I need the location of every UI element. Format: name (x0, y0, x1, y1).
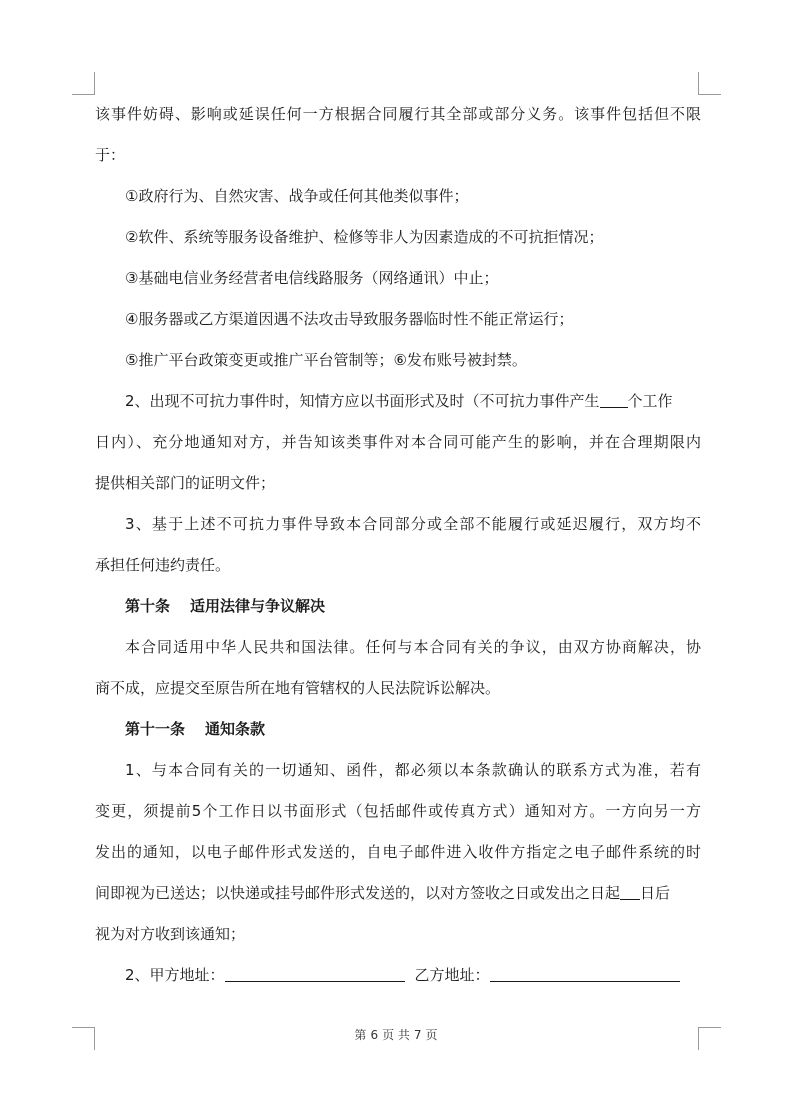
party-b-address-label: 乙方地址： (414, 966, 490, 984)
page-prefix: 第 (354, 1028, 367, 1042)
party-a-address-field (225, 966, 405, 982)
page-footer (0, 1026, 792, 1043)
paragraph-line: 日内）、充分地通知对方，并告知该类事件对本合同可能产生的影响，并在合理期限内 (95, 433, 701, 451)
clause-2-text-end: 个工作 (627, 392, 673, 410)
party-a-address-label: 2、甲方地址： (125, 966, 225, 984)
paragraph-line: 变更，须提前5个工作日以书面形式（包括邮件或传真方式）通知对方。一方向另一方 (95, 802, 701, 820)
clause-2-text: 2、出现不可抗力事件时，知情方应以书面形式及时（不可抗力事件产生 (125, 392, 600, 410)
paragraph-line: 发出的通知，以电子邮件形式发送的，自电子邮件进入收件方指定之电子邮件系统的时 (95, 843, 701, 861)
article-10-heading (95, 586, 701, 627)
crop-mark-top-left (72, 72, 95, 95)
article-11-number: 第十一条 (125, 720, 186, 738)
party-b-address-field (490, 966, 680, 982)
page-middle: 页 共 (382, 1028, 410, 1042)
address-line (95, 955, 701, 996)
force-majeure-item-4: ④服务器或乙方渠道因遇不法攻击导致服务器临时性不能正常运行； (125, 310, 574, 328)
crop-mark-top-right (698, 72, 721, 95)
days-blank-field (620, 884, 640, 900)
article-11-title: 通知条款 (205, 720, 266, 738)
notice-clause-1-line: 1、与本合同有关的一切通知、函件，都必须以本条款确认的联系方式为准，若有 (125, 761, 701, 779)
clause-2-notice-line (95, 381, 701, 422)
clause-3-line: 3、基于上述不可抗力事件导致本合同部分或全部不能履行或延迟履行，双方均不 (125, 515, 701, 533)
paragraph-line: 视为对方收到该通知； (95, 925, 246, 943)
force-majeure-item-5-6: ⑤推广平台政策变更或推广平台管制等；⑥发布账号被封禁。 (125, 351, 527, 369)
delivery-text-end: 日后 (640, 884, 671, 902)
paragraph-line: 商不成，应提交至原告所在地有管辖权的人民法院诉讼解决。 (95, 679, 501, 697)
force-majeure-item-1: ①政府行为、自然灾害、战争或任何其他类似事件； (125, 187, 469, 205)
article-10-line: 本合同适用中华人民共和国法律。任何与本合同有关的争议，由双方协商解决，协 (125, 638, 701, 656)
paragraph-line: 承担任何违约责任。 (95, 556, 231, 574)
article-10-title: 适用法律与争议解决 (190, 597, 326, 615)
article-10-number: 第十条 (125, 597, 171, 615)
article-11-heading (95, 709, 701, 750)
page-suffix: 页 (425, 1028, 438, 1042)
days-blank-field (600, 392, 628, 408)
current-page-number: 6 (370, 1028, 379, 1042)
delivery-text: 间即视为已送达；以快递或挂号邮件形式发送的，以对方签收之日或发出之日起 (95, 884, 621, 902)
total-pages-number: 7 (413, 1028, 422, 1042)
document-body (95, 94, 701, 996)
delivery-line (95, 873, 701, 914)
paragraph-line: 该事件妨碍、影响或延误任何一方根据合同履行其全部或部分义务。该事件包括但不限 (95, 105, 701, 123)
paragraph-line: 于： (95, 146, 126, 164)
paragraph-line: 提供相关部门的证明文件； (95, 474, 276, 492)
force-majeure-item-3: ③基础电信业务经营者电信线路服务（网络通讯）中止； (125, 269, 499, 287)
force-majeure-item-2: ②软件、系统等服务设备维护、检修等非人为因素造成的不可抗拒情况； (125, 228, 604, 246)
